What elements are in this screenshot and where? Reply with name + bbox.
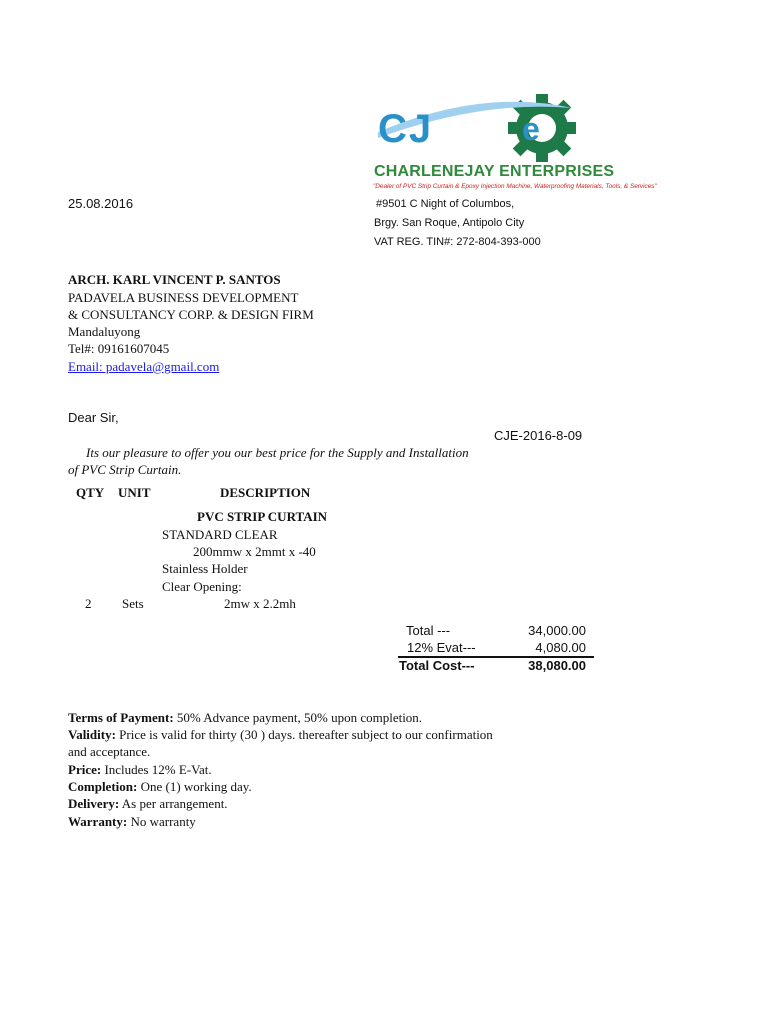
total-cost-value: 38,080.00 (528, 658, 586, 673)
recipient-email-link[interactable]: Email: padavela@gmail.com (68, 359, 220, 374)
item-desc-line: Stainless Holder (162, 561, 248, 576)
recipient-company-line2: & CONSULTANCY CORP. & DESIGN FIRM (68, 307, 314, 322)
terms-validity-label: Validity: (68, 727, 116, 742)
item-desc-line: Clear Opening: (162, 579, 242, 594)
intro-line2: of PVC Strip Curtain. (68, 462, 182, 477)
terms-validity-text2: and acceptance. (68, 744, 151, 759)
item-title: PVC STRIP CURTAIN (197, 509, 328, 524)
recipient-tel: Tel#: 09161607045 (68, 341, 170, 356)
item-qty: 2 (85, 596, 92, 611)
terms-payment-text: 50% Advance payment, 50% upon completion. (173, 710, 423, 725)
company-address-line2: Brgy. San Roque, Antipolo City (374, 217, 525, 229)
salutation: Dear Sir, (68, 410, 119, 425)
terms-payment-label: Terms of Payment: (68, 710, 174, 725)
col-header-qty: QTY (76, 485, 105, 500)
total-cost-label: Total Cost--- (399, 658, 475, 673)
terms-price-text: Includes 12% E-Vat. (101, 762, 212, 777)
terms-price-label: Price: (68, 762, 102, 777)
recipient-city: Mandaluyong (68, 324, 141, 339)
intro-line1: Its our pleasure to offer you our best price for the Supply and Installation (86, 445, 469, 460)
col-header-description: DESCRIPTION (220, 485, 311, 500)
terms-warranty-text: No warranty (127, 814, 196, 829)
letter-date: 25.08.2016 (68, 196, 134, 211)
terms-delivery-text: As per arrangement. (119, 796, 228, 811)
terms-warranty-label: Warranty: (68, 814, 128, 829)
company-logo (372, 92, 602, 164)
terms-completion (68, 779, 252, 795)
terms-price (68, 762, 212, 778)
logo-text: CJ (378, 107, 434, 151)
item-unit: Sets (122, 596, 144, 611)
company-address-line1: #9501 C Night of Columbos, (376, 198, 515, 210)
company-vat: VAT REG. TIN#: 272-804-393-000 (374, 236, 541, 248)
item-desc-line: STANDARD CLEAR (162, 527, 278, 542)
item-opening-size: 2mw x 2.2mh (224, 596, 296, 611)
terms-delivery (68, 796, 228, 812)
terms-validity (68, 727, 493, 743)
terms-validity-text: Price is valid for thirty (30 ) days. thereafter subject to our confirmation (115, 727, 493, 742)
evat-label: 12% Evat--- (407, 640, 476, 655)
svg-text:e: e (522, 111, 540, 147)
total-value: 34,000.00 (528, 623, 586, 638)
item-desc-line: 200mmw x 2mmt x -40 (193, 544, 316, 559)
total-label: Total --- (406, 623, 451, 638)
company-name: CHARLENEJAY ENTERPRISES (374, 163, 615, 180)
company-tagline: "Dealer of PVC Strip Curtain & Epoxy Injection Machine, Waterproofing Materials, Tools, & Services" (373, 183, 657, 190)
recipient-company-line1: PADAVELA BUSINESS DEVELOPMENT (68, 290, 299, 305)
terms-delivery-label: Delivery: (68, 796, 120, 811)
terms-warranty (68, 814, 196, 830)
recipient-name: ARCH. KARL VINCENT P. SANTOS (68, 272, 281, 287)
evat-value: 4,080.00 (535, 640, 586, 655)
reference-number: CJE-2016-8-09 (494, 428, 583, 443)
terms-completion-text: One (1) working day. (137, 779, 252, 794)
terms-completion-label: Completion: (68, 779, 138, 794)
terms-payment (68, 710, 422, 726)
col-header-unit: UNIT (118, 485, 151, 500)
